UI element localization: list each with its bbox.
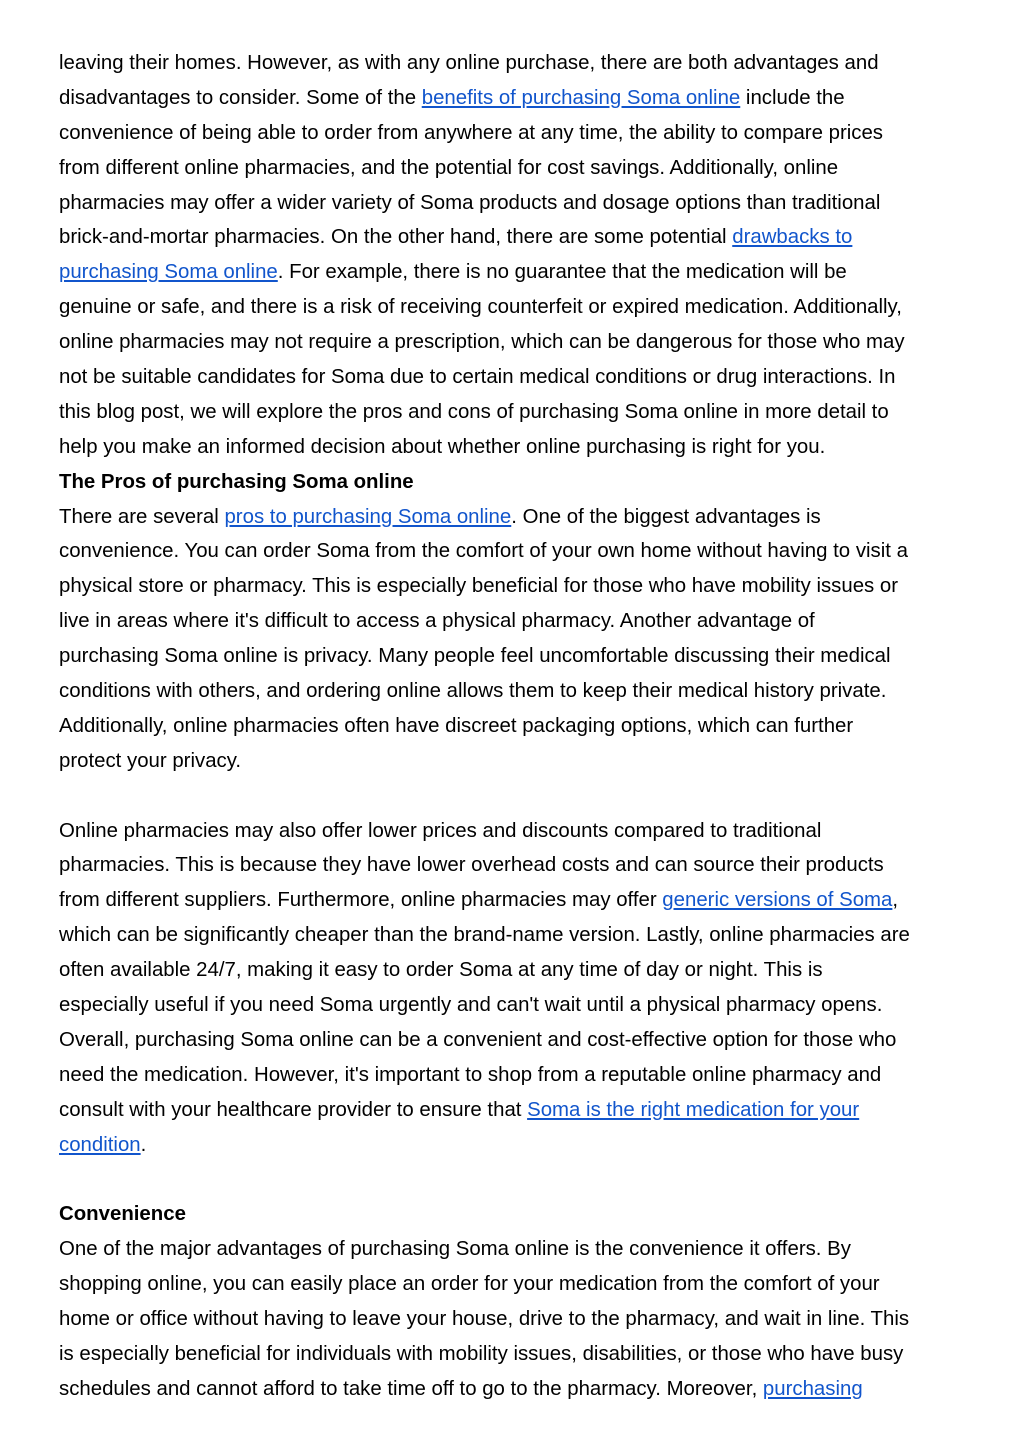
- intro-paragraph: [59, 46, 1024, 465]
- text-line: genuine or safe, and there is a risk of receiving counterfeit or expired medication. Additionally,: [59, 296, 902, 319]
- text-segment: include the: [740, 86, 845, 109]
- text-line: Additionally, online pharmacies often have discreet packaging options, which can further: [59, 714, 854, 737]
- text-line: [59, 1128, 1024, 1163]
- text-line: home or office without having to leave your house, drive to the pharmacy, and wait in line. This: [59, 1308, 910, 1331]
- text-line: purchasing Soma online is privacy. Many people feel uncomfortable discussing their medical: [59, 645, 891, 668]
- text-line: not be suitable candidates for Soma due to certain medical conditions or drug interactions. In: [59, 366, 896, 389]
- convenience-heading: Convenience: [59, 1203, 186, 1226]
- text-segment: ,: [892, 889, 899, 912]
- text-line: conditions with others, and ordering online allows them to keep their medical history private.: [59, 680, 887, 703]
- text-line: is especially beneficial for individuals with mobility issues, disabilities, or those who have busy: [59, 1342, 904, 1365]
- text-segment: . One of the biggest advantages is: [511, 505, 821, 528]
- text-line: help you make an informed decision about whether online purchasing is right for you.: [59, 435, 826, 458]
- paragraph-gap: [59, 1163, 1024, 1198]
- text-segment: schedules and cannot afford to take time off to go to the pharmacy. Moreover,: [59, 1377, 763, 1400]
- text-line: physical store or pharmacy. This is especially beneficial for those who have mobility issues or: [59, 575, 899, 598]
- text-line: shopping online, you can easily place an order for your medication from the comfort of your: [59, 1273, 880, 1296]
- text-line: online pharmacies may not require a prescription, which can be dangerous for those who may: [59, 331, 905, 354]
- text-line: Overall, purchasing Soma online can be a convenient and cost-effective option for those who: [59, 1028, 897, 1051]
- text-segment: consult with your healthcare provider to ensure that: [59, 1098, 528, 1121]
- text-line: [59, 255, 1024, 290]
- text-line: convenience. You can order Soma from the comfort of your own home without having to visit a: [59, 540, 908, 563]
- purchasing-link[interactable]: purchasing: [762, 1377, 863, 1400]
- text-line: leaving their homes. However, as with any online purchase, there are both advantages and: [59, 52, 879, 74]
- text-line: from different online pharmacies, and the potential for cost savings. Additionally, online: [59, 156, 839, 179]
- text-line: [59, 500, 1024, 535]
- benefits-link[interactable]: benefits of purchasing Soma online: [421, 86, 741, 109]
- prices-paragraph: [59, 814, 1024, 1163]
- text-line: especially useful if you need Soma urgently and can't wait until a physical pharmacy opens.: [59, 994, 883, 1017]
- text-line: convenience of being able to order from anywhere at any time, the ability to compare prices: [59, 121, 883, 144]
- paragraph-gap: [59, 779, 1024, 814]
- text-line: need the medication. However, it's important to shop from a reputable online pharmacy and: [59, 1063, 882, 1086]
- pros-heading: The Pros of purchasing Soma online: [59, 470, 414, 493]
- text-segment: There are several: [59, 505, 225, 528]
- text-line: this blog post, we will explore the pros and cons of purchasing Soma online in more detail to: [59, 400, 889, 423]
- generic-versions-link[interactable]: generic versions of Soma: [662, 889, 893, 912]
- text-line: which can be significantly cheaper than the brand-name version. Lastly, online pharmacies are: [59, 924, 910, 947]
- text-segment: from different suppliers. Furthermore, online pharmacies may offer: [59, 889, 663, 912]
- text-line: often available 24/7, making it easy to order Soma at any time of day or night. This is: [59, 959, 823, 982]
- text-line: One of the major advantages of purchasing Soma online is the convenience it offers. By: [59, 1238, 851, 1261]
- pros-section: [59, 465, 1024, 779]
- convenience-section: [59, 1197, 1024, 1406]
- text-segment: . For example, there is no guarantee that the medication will be: [277, 261, 847, 284]
- right-medication-link[interactable]: condition: [59, 1133, 141, 1156]
- text-segment: disadvantages to consider. Some of the: [59, 86, 422, 109]
- text-line: pharmacies. This is because they have lower overhead costs and can source their products: [59, 854, 884, 877]
- text-line: pharmacies may offer a wider variety of Soma products and dosage options than traditional: [59, 191, 881, 214]
- text-line: [59, 1093, 1024, 1128]
- text-line: Online pharmacies may also offer lower prices and discounts compared to traditional: [59, 819, 822, 842]
- text-segment: brick-and-mortar pharmacies. On the other hand, there are some potential: [59, 226, 733, 249]
- drawbacks-link[interactable]: drawbacks to: [732, 226, 853, 249]
- text-line: [59, 81, 1024, 116]
- text-segment: .: [140, 1133, 147, 1156]
- text-line: live in areas where it's difficult to access a physical pharmacy. Another advantage of: [59, 610, 815, 633]
- pros-link[interactable]: pros to purchasing Soma online: [224, 505, 512, 528]
- text-line: [59, 220, 1024, 255]
- text-line: [59, 1372, 1024, 1407]
- right-medication-link[interactable]: Soma is the right medication for your: [527, 1098, 860, 1121]
- text-line: [59, 883, 1024, 918]
- drawbacks-link[interactable]: purchasing Soma online: [59, 261, 278, 284]
- text-line: protect your privacy.: [59, 749, 242, 772]
